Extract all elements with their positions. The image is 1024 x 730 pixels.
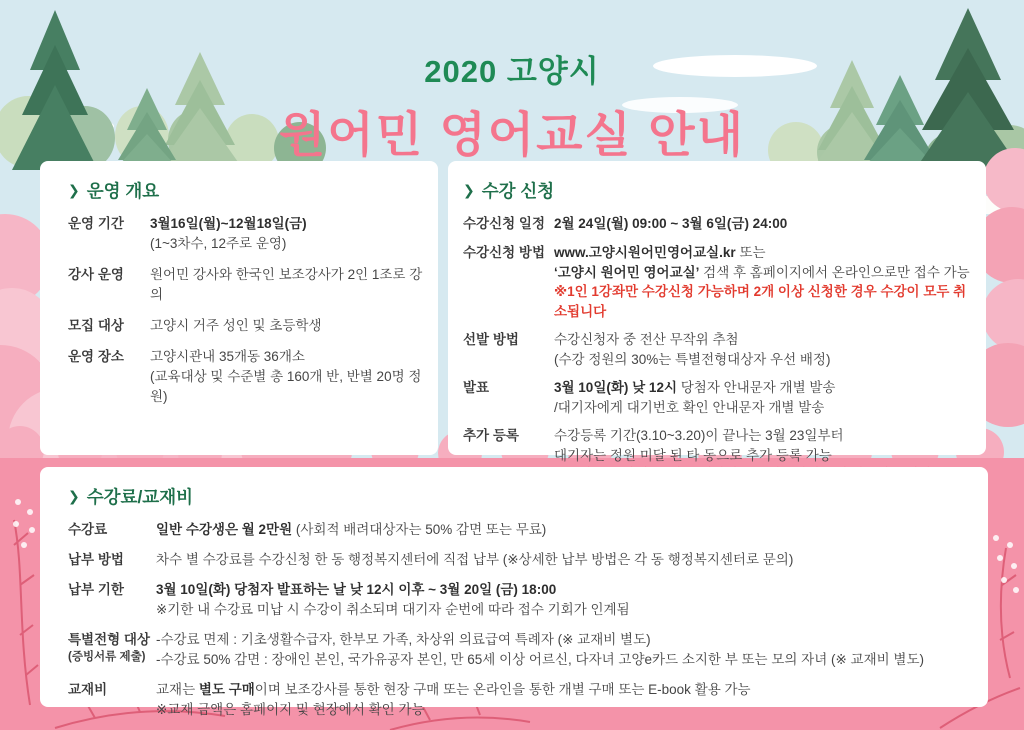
row-value bbox=[554, 243, 978, 321]
row-value bbox=[150, 316, 428, 336]
text-segment: 또는 bbox=[735, 245, 766, 260]
section-title: 수강 신청 bbox=[481, 181, 555, 201]
row-value-line bbox=[554, 330, 978, 350]
section-header-fees bbox=[68, 484, 978, 509]
row-label-text: 납부 방법 bbox=[68, 552, 124, 567]
row-value-line bbox=[156, 680, 978, 700]
text-segment: -수강료 50% 감면 : 장애인 본인, 국가유공자 본인, 만 65세 이상 어르신, 다자녀 고양e카드 소지한 부 또는 모의 자녀 (※ 교재비 별도) bbox=[156, 652, 924, 667]
text-segment: ※1인 1강좌만 수강신청 가능하며 2개 이상 신청한 경우 수강이 모두 취소됩니다 bbox=[554, 284, 967, 319]
info-row bbox=[463, 378, 978, 417]
row-label bbox=[68, 265, 150, 305]
text-segment: 대기자는 정원 미달 된 타 동으로 추가 등록 가능 bbox=[554, 447, 832, 463]
text-segment: 이며 보조강사를 통한 현장 구매 또는 온라인을 통한 개별 구매 또는 E-book 활용 가능 bbox=[254, 682, 751, 697]
row-value-line bbox=[156, 520, 978, 540]
info-row bbox=[68, 520, 978, 540]
poster-title-main: 원어민 영어교실 안내 bbox=[279, 109, 745, 162]
section-header-registration bbox=[463, 178, 978, 203]
chevron-right-icon: ❯ bbox=[68, 182, 80, 198]
text-segment: 일반 수강생은 월 2만원 bbox=[156, 522, 293, 537]
text-segment: 수강신청자 중 전산 무작위 추첨 bbox=[554, 332, 739, 347]
row-label bbox=[68, 630, 156, 670]
fees-panel bbox=[40, 467, 988, 717]
row-label bbox=[68, 580, 156, 620]
text-segment: ‘고양시 원어민 영어교실’ bbox=[554, 264, 700, 280]
info-row bbox=[463, 243, 978, 321]
row-label-subtext: (증빙서류 제출) bbox=[68, 651, 146, 663]
row-label bbox=[68, 214, 150, 254]
registration-panel bbox=[448, 161, 986, 463]
section-header-overview bbox=[68, 178, 428, 203]
text-segment: ※기한 내 수강료 미납 시 수강이 취소되며 대기자 순번에 따라 접수 기회가 인계됨 bbox=[156, 602, 630, 617]
row-value bbox=[554, 330, 978, 369]
row-label-text: 운영 기간 bbox=[68, 216, 124, 231]
row-label bbox=[68, 316, 150, 336]
row-value-line bbox=[156, 630, 978, 650]
row-value-line bbox=[150, 316, 428, 336]
info-row bbox=[68, 265, 428, 305]
text-segment: 3월 10일(화) 낮 12시 bbox=[554, 380, 677, 395]
text-segment: 차수 별 수강료를 수강신청 한 동 행정복지센터에 직접 납부 (※상세한 납부 방법은 각 동 행정복지센터로 문의) bbox=[156, 552, 794, 567]
row-value bbox=[150, 347, 428, 407]
text-segment: 고양시관내 35개동 36개소 bbox=[150, 349, 305, 364]
overview-panel bbox=[40, 161, 438, 455]
text-segment: /대기자에게 대기번호 확인 안내문자 개별 발송 bbox=[554, 399, 825, 415]
info-row bbox=[68, 550, 978, 570]
row-value-line bbox=[554, 350, 978, 370]
row-label-text: 발표 bbox=[463, 380, 490, 395]
text-segment: (1~3차수, 12주로 운영) bbox=[150, 236, 287, 251]
info-row bbox=[68, 680, 978, 720]
info-row bbox=[68, 214, 428, 254]
info-rows bbox=[68, 214, 428, 407]
row-label-text: 수강신청 방법 bbox=[463, 245, 545, 260]
row-value-line bbox=[150, 347, 428, 367]
row-value bbox=[554, 378, 978, 417]
info-row bbox=[68, 580, 978, 620]
text-segment: 당첨자 안내문자 개별 발송 bbox=[677, 380, 836, 395]
row-label-text: 추가 등록 bbox=[463, 428, 519, 443]
text-segment: 3월16일(월)~12월18일(금) bbox=[150, 216, 307, 231]
text-segment: 원어민 강사와 한국인 보조강사가 2인 1조로 강의 bbox=[150, 267, 423, 302]
text-segment: www.고양시원어민영어교실.kr bbox=[554, 245, 736, 260]
info-rows bbox=[68, 520, 978, 720]
row-label-text: 특별전형 대상 bbox=[68, 632, 150, 647]
row-value-line bbox=[554, 263, 978, 283]
row-label bbox=[463, 243, 554, 321]
text-segment: (수강 정원의 30%는 특별전형대상자 우선 배정) bbox=[554, 351, 831, 367]
text-segment: (교육대상 및 수준별 총 160개 반, 반별 20명 정원) bbox=[150, 369, 422, 404]
text-segment: ※교재 금액은 홈페이지 및 현장에서 확인 가능 bbox=[156, 702, 425, 717]
info-row bbox=[68, 316, 428, 336]
row-value-line bbox=[554, 398, 978, 418]
row-label-text: 납부 기한 bbox=[68, 582, 124, 597]
row-value-line bbox=[156, 600, 978, 620]
row-value-line bbox=[150, 234, 428, 254]
row-value-line bbox=[150, 367, 428, 407]
row-label bbox=[68, 680, 156, 720]
row-value-line bbox=[150, 214, 428, 234]
row-value-line bbox=[554, 426, 978, 446]
chevron-right-icon: ❯ bbox=[463, 182, 475, 198]
row-label bbox=[68, 550, 156, 570]
row-value bbox=[150, 265, 428, 305]
row-value-line bbox=[554, 214, 978, 234]
row-label-text: 모집 대상 bbox=[68, 318, 124, 333]
text-segment: 수강등록 기간(3.10~3.20)이 끝나는 3월 23일부터 bbox=[554, 428, 844, 443]
row-label bbox=[463, 214, 554, 234]
row-value-line bbox=[156, 700, 978, 720]
row-value-line bbox=[156, 650, 978, 670]
row-label bbox=[68, 347, 150, 407]
text-segment: -수강료 면제 : 기초생활수급자, 한부모 가족, 차상위 의료급여 특례자 (※ 교재비 별도) bbox=[156, 632, 651, 647]
row-label-text: 교재비 bbox=[68, 682, 108, 697]
section-title: 운영 개요 bbox=[86, 181, 160, 201]
info-row bbox=[463, 214, 978, 234]
row-value bbox=[156, 680, 978, 720]
row-value bbox=[150, 214, 428, 254]
row-value-line bbox=[554, 446, 978, 466]
row-value bbox=[554, 214, 978, 234]
row-value bbox=[156, 630, 978, 670]
poster-title-year: 2020 고양시 bbox=[424, 54, 600, 89]
info-row bbox=[463, 330, 978, 369]
text-segment: 3월 10일(화) 당첨자 발표하는 날 낮 12시 이후 ~ 3월 20일 (금) 18:00 bbox=[156, 582, 557, 597]
info-row bbox=[68, 630, 978, 670]
row-value bbox=[156, 580, 978, 620]
text-segment: 고양시 거주 성인 및 초등학생 bbox=[150, 318, 322, 333]
text-segment: (사회적 배려대상자는 50% 감면 또는 무료) bbox=[292, 522, 547, 537]
info-rows bbox=[463, 214, 978, 504]
row-label bbox=[463, 378, 554, 417]
row-value-line bbox=[156, 550, 978, 570]
row-value bbox=[156, 520, 978, 540]
row-value-line bbox=[156, 580, 978, 600]
chevron-right-icon: ❯ bbox=[68, 488, 80, 504]
row-value-line bbox=[554, 243, 978, 263]
text-segment: 별도 구매 bbox=[198, 682, 255, 697]
text-segment: 교재는 bbox=[156, 682, 199, 697]
row-label-text: 운영 장소 bbox=[68, 349, 124, 364]
row-value-line bbox=[150, 265, 428, 305]
poster-title bbox=[0, 46, 1024, 165]
section-title: 수강료/교재비 bbox=[86, 487, 194, 507]
row-label-text: 선발 방법 bbox=[463, 332, 519, 347]
row-label bbox=[463, 330, 554, 369]
text-segment: 검색 후 홈페이지에서 온라인으로만 접수 가능 bbox=[699, 264, 970, 280]
row-label-text: 강사 운영 bbox=[68, 267, 124, 282]
info-row bbox=[68, 347, 428, 407]
text-segment: 2월 24일(월) 09:00 ~ 3월 6일(금) 24:00 bbox=[554, 216, 788, 231]
row-value-line bbox=[554, 378, 978, 398]
row-value bbox=[156, 550, 978, 570]
row-label-text: 수강료 bbox=[68, 522, 108, 537]
row-label-text: 수강신청 일정 bbox=[463, 216, 545, 231]
row-value-line bbox=[554, 282, 978, 321]
row-label bbox=[68, 520, 156, 540]
